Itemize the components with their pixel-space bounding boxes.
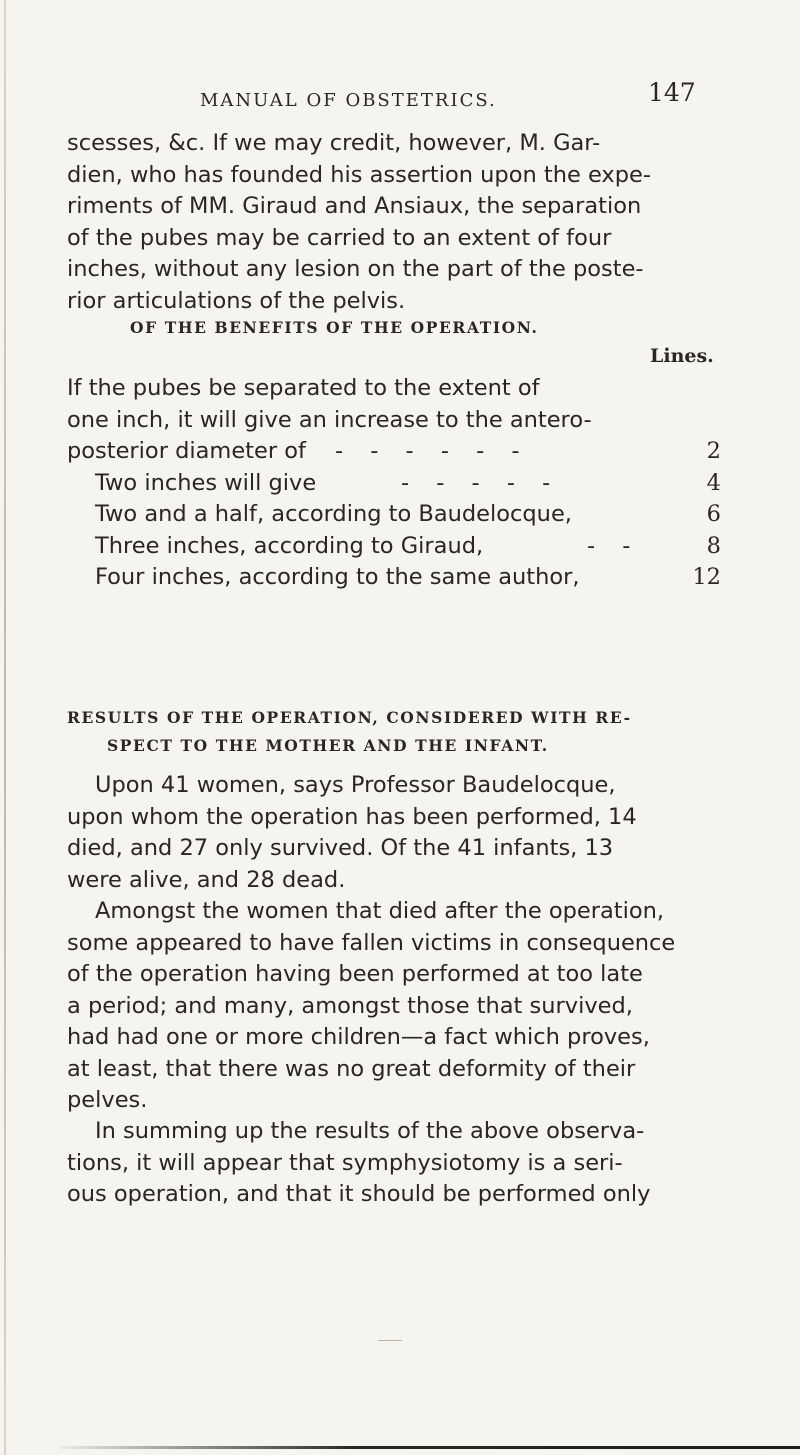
row-value: 4 — [706, 469, 721, 496]
text-line: Amongst the women that died after the operation, — [95, 898, 665, 924]
text-line: pelves. — [67, 1087, 148, 1113]
text-line: ous operation, and that it should be performed only — [67, 1181, 651, 1207]
bottom-rule — [60, 1446, 800, 1449]
row-value: 2 — [706, 438, 721, 464]
opening-paragraph — [67, 128, 717, 317]
results-paragraph-3 — [67, 1116, 717, 1211]
text-line: riments of MM. Giraud and Ansiaux, the separation — [67, 193, 642, 219]
row-label: Two inches will give — [95, 469, 317, 496]
catchword-mark — [378, 1340, 402, 1341]
section-heading-benefits: OF THE BENEFITS OF THE OPERATION. — [130, 318, 539, 337]
text-line: tions, it will appear that symphysiotomy is a seri- — [67, 1149, 623, 1176]
row-leader: - - - - - - — [335, 438, 530, 464]
running-title: MANUAL OF OBSTETRICS. — [200, 90, 497, 111]
row-leader: - - - - - — [401, 469, 561, 496]
table-row — [67, 562, 727, 594]
text-line: In summing up the results of the above observa- — [95, 1118, 645, 1144]
row-value: 6 — [706, 501, 721, 527]
text-line: upon whom the operation has been performed, 14 — [67, 803, 637, 830]
section-heading-results — [67, 708, 717, 755]
benefits-table — [67, 373, 727, 594]
page-edge — [4, 0, 6, 1455]
results-paragraph-1 — [67, 770, 717, 896]
table-row — [67, 468, 727, 500]
text-line: Upon 41 women, says Professor Baudelocque, — [95, 772, 616, 798]
row-label: Four inches, according to the same author, — [95, 564, 580, 590]
row-value: 12 — [692, 564, 721, 590]
heading-line: RESULTS OF THE OPERATION, CONSIDERED WITH RE- — [67, 708, 632, 727]
text-line: of the pubes may be carried to an extent of four — [67, 224, 612, 251]
text-line: rior articulations of the pelvis. — [67, 287, 406, 314]
text-line: a period; and many, amongst those that survived, — [67, 992, 633, 1019]
text-line: some appeared to have fallen victims in consequence — [67, 929, 676, 956]
row-label: posterior diameter of — [67, 438, 306, 464]
table-row — [67, 436, 727, 468]
table-row — [67, 499, 727, 531]
page-number: 147 — [648, 78, 696, 107]
text-line: of the operation having been performed at too late — [67, 961, 643, 987]
row-leader: - - — [587, 532, 641, 559]
heading-line: SPECT TO THE MOTHER AND THE INFANT. — [107, 736, 549, 755]
row-value: 8 — [706, 532, 721, 559]
text-line: inches, without any lesion on the part of the poste- — [67, 256, 644, 282]
text-line: had had one or more children—a fact which proves, — [67, 1024, 650, 1050]
text-line: were alive, and 28 dead. — [67, 866, 346, 893]
row-label: Two and a half, according to Baudelocque, — [95, 501, 572, 527]
text-line: at least, that there was no great deformity of their — [67, 1055, 636, 1082]
results-paragraph-2 — [67, 896, 717, 1117]
text-line: dien, who has founded his assertion upon the expe- — [67, 161, 651, 188]
text-line: died, and 27 only survived. Of the 41 infants, 13 — [67, 835, 614, 861]
table-intro-line: If the pubes be separated to the extent of — [67, 375, 540, 401]
table-intro-line: one inch, it will give an increase to the antero- — [67, 406, 592, 433]
table-row — [67, 531, 727, 563]
lines-column-label: Lines. — [650, 345, 714, 367]
row-label: Three inches, according to Giraud, — [95, 532, 484, 559]
text-line: scesses, &c. If we may credit, however, M. Gar- — [67, 130, 601, 156]
